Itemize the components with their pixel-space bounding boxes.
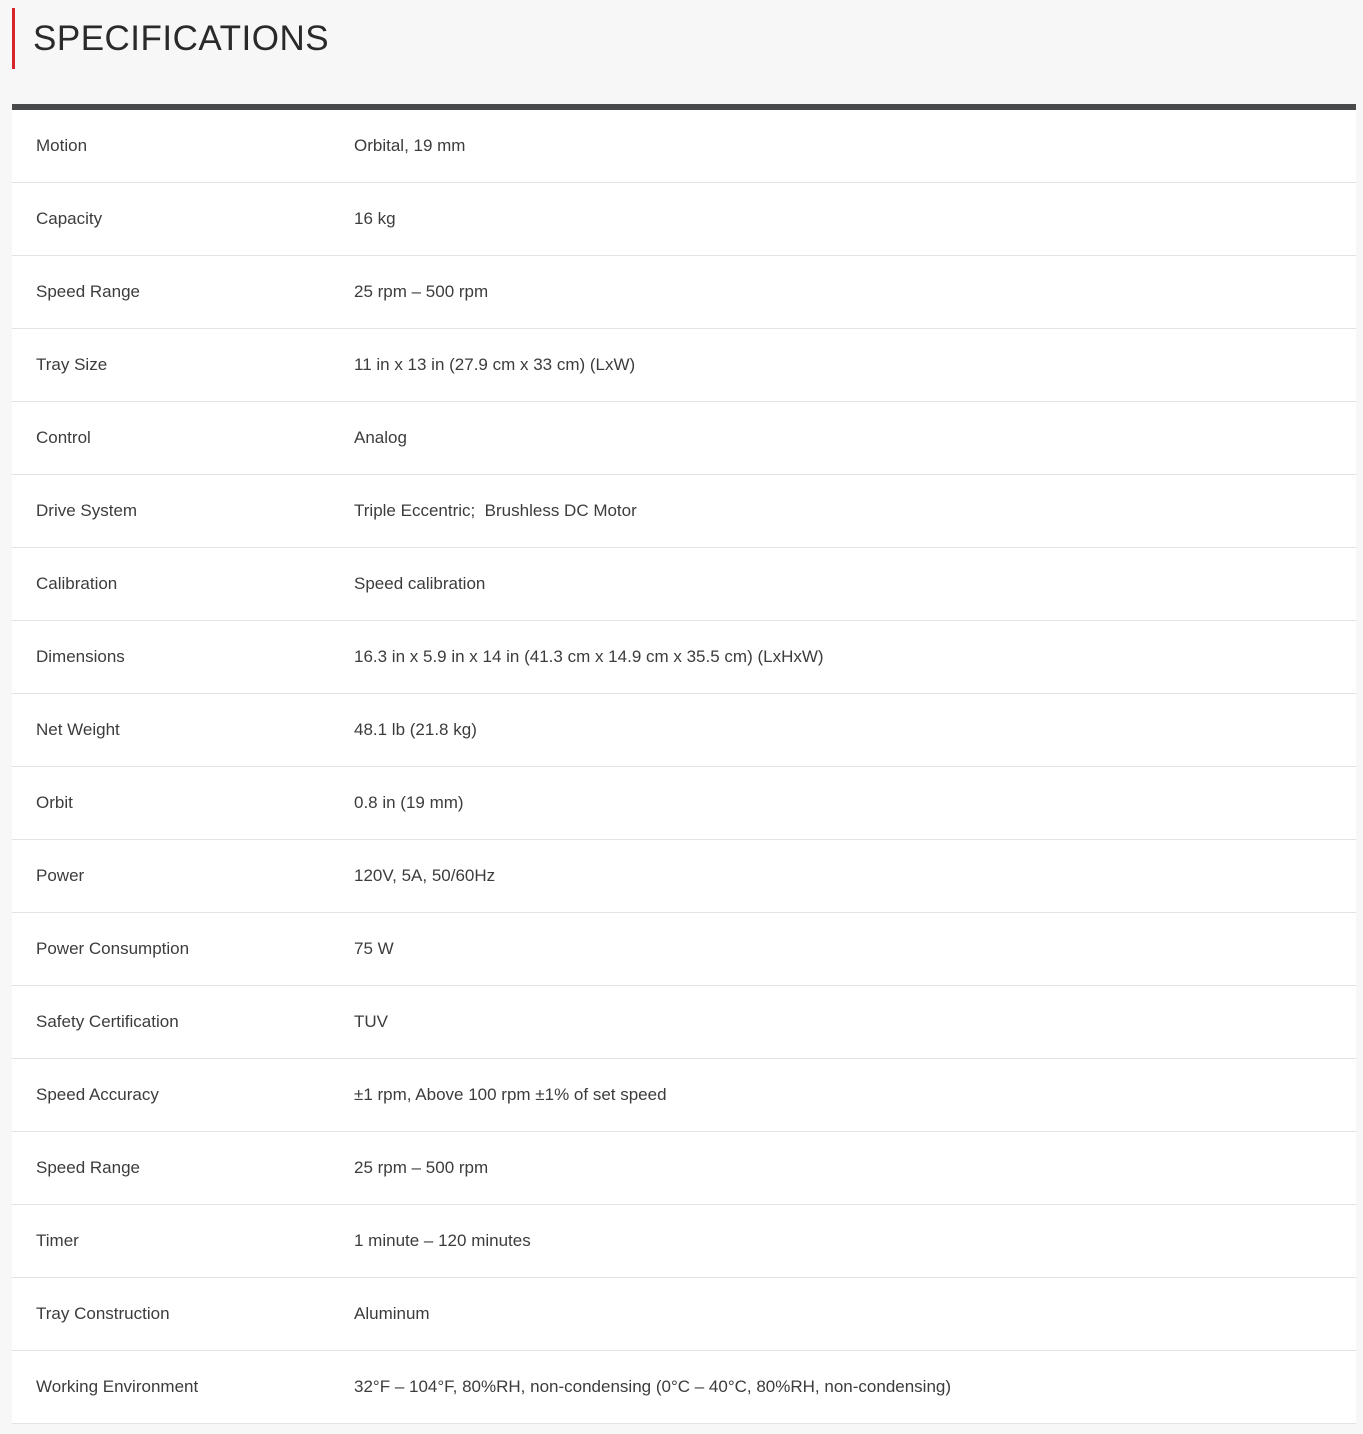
table-row xyxy=(12,1132,1356,1205)
table-row xyxy=(12,1205,1356,1278)
section-heading xyxy=(12,8,329,69)
spec-label: Orbit xyxy=(36,793,73,812)
table-row xyxy=(12,402,1356,475)
spec-label: Working Environment xyxy=(36,1377,199,1396)
table-row xyxy=(12,256,1356,329)
table-row xyxy=(12,1351,1356,1424)
spec-value: Aluminum xyxy=(354,1304,430,1323)
spec-label: Speed Range xyxy=(36,282,140,301)
spec-label: Calibration xyxy=(36,574,118,593)
spec-value: 25 rpm – 500 rpm xyxy=(354,282,489,301)
spec-value: TUV xyxy=(354,1012,388,1031)
table-row xyxy=(12,183,1356,256)
table-row xyxy=(12,548,1356,621)
spec-value: ±1 rpm, Above 100 rpm ±1% of set speed xyxy=(354,1085,667,1104)
table-row xyxy=(12,621,1356,694)
spec-value: 120V, 5A, 50/60Hz xyxy=(354,866,496,885)
spec-label: Safety Certification xyxy=(36,1012,179,1031)
spec-label: Control xyxy=(36,428,91,447)
spec-label: Tray Construction xyxy=(36,1304,170,1323)
spec-value: 25 rpm – 500 rpm xyxy=(354,1158,489,1177)
spec-label: Speed Range xyxy=(36,1158,140,1177)
table-row xyxy=(12,986,1356,1059)
spec-label: Capacity xyxy=(36,209,103,228)
table-row xyxy=(12,694,1356,767)
table-row xyxy=(12,110,1356,183)
spec-value: 1 minute – 120 minutes xyxy=(354,1231,531,1250)
page-title: SPECIFICATIONS xyxy=(33,19,330,58)
spec-label: Drive System xyxy=(36,501,138,520)
spec-value: 48.1 lb (21.8 kg) xyxy=(354,720,477,739)
spec-label: Power Consumption xyxy=(36,939,190,958)
spec-label: Net Weight xyxy=(36,720,120,739)
spec-value: Analog xyxy=(354,428,407,447)
table-row xyxy=(12,767,1356,840)
spec-value: 11 in x 13 in (27.9 cm x 33 cm) (LxW) xyxy=(354,355,636,374)
spec-value: 75 W xyxy=(354,939,394,958)
spec-value: 16 kg xyxy=(354,209,396,228)
table-row xyxy=(12,1278,1356,1351)
table-row xyxy=(12,329,1356,402)
spec-value: Speed calibration xyxy=(354,574,486,593)
table-row xyxy=(12,840,1356,913)
spec-label: Speed Accuracy xyxy=(36,1085,159,1104)
spec-value: 32°F – 104°F, 80%RH, non-condensing (0°C – 40°C, 80%RH, non-condensing) xyxy=(354,1377,952,1396)
spec-label: Timer xyxy=(36,1231,79,1250)
table-row xyxy=(12,475,1356,548)
spec-label: Dimensions xyxy=(36,647,125,666)
spec-value: 16.3 in x 5.9 in x 14 in (41.3 cm x 14.9 cm x 35.5 cm) (LxHxW) xyxy=(354,647,824,666)
spec-value: 0.8 in (19 mm) xyxy=(354,793,464,812)
table-row xyxy=(12,1059,1356,1132)
spec-label: Power xyxy=(36,866,85,885)
spec-label: Motion xyxy=(36,136,88,155)
spec-value: Orbital, 19 mm xyxy=(354,136,466,155)
spec-value: Triple Eccentric; Brushless DC Motor xyxy=(354,501,637,520)
specifications-table xyxy=(12,104,1356,1424)
table-row xyxy=(12,913,1356,986)
spec-label: Tray Size xyxy=(36,355,108,374)
